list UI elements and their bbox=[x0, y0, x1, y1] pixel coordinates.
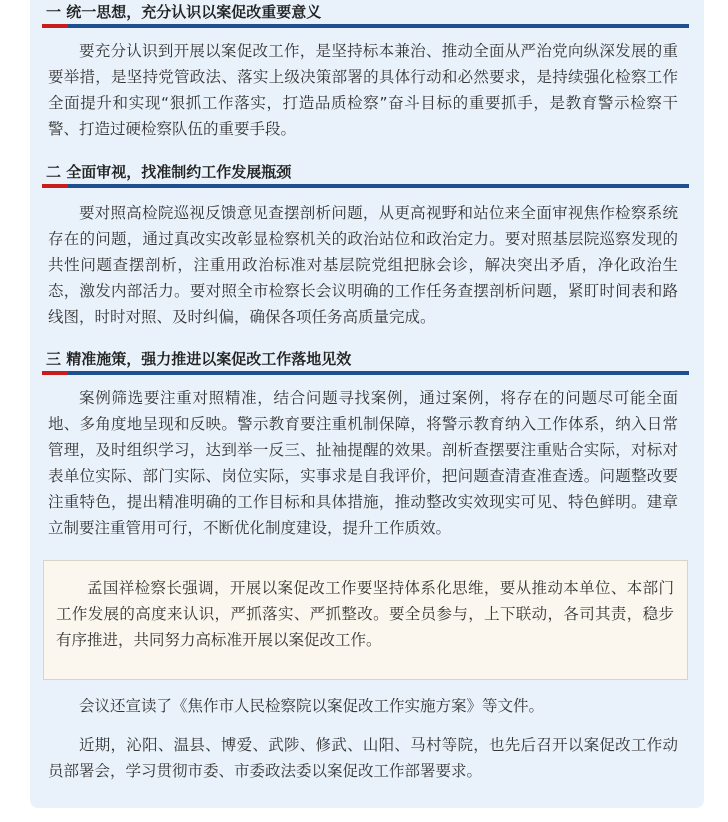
section-header-3 bbox=[42, 349, 689, 375]
quote-text: 孟国祥检察长强调，开展以案促改工作要坚持体系化思维，要从推动本单位、本部门工作发展的高度来认识，严抓落实、严抓整改。要全员参与，上下联动，各司其责，稳步有序推进，共同努力高标准开展以案促改工作。 bbox=[56, 579, 674, 649]
section-rule-1 bbox=[42, 24, 689, 28]
section-title-2: 二 全面审视，找准制约工作发展瓶颈 bbox=[46, 163, 292, 181]
section-header-1 bbox=[42, 2, 689, 28]
section-body-3: 案例筛选要注重对照精准，结合问题寻找案例，通过案例，将存在的问题尽可能全面地、多角度地呈现和反映。警示教育要注重机制保障，将警示教育纳入工作体系，纳入日常管理，及时组织学习，达到举一反三、扯袖提醒的效果。剖析查摆要注重贴合实际，对标对表单位实际、部门实际、岗位实际，实事求是自我评价，把问题查清查准查透。问题整改要注重特色，提出精准明确的工作目标和具体措施，推动整改实效现实可见、特色鲜明。建章立制要注重管用可行，不断优化制度建设，提升工作质效。 bbox=[48, 389, 678, 537]
closing-paragraph-1: 会议还宣读了《焦作市人民检察院以案促改工作实施方案》等文件。 bbox=[79, 697, 545, 715]
section-body-2: 要对照高检院巡视反馈意见查摆剖析问题，从更高视野和站位来全面审视焦作检察系统存在的问题，通过真改实改彰显检察机关的政治站位和政治定力。要对照基层院巡察发现的共性问题查摆剖析，注重用政治标准对基层院党组把脉会诊，解决突出矛盾，净化政治生态，激发内部活力。要对照全市检察长会议明确的工作任务查摆剖析问题，紧盯时间表和路线图，时时对照、及时纠偏，确保各项任务高质量完成。 bbox=[48, 204, 678, 326]
section-rule-3 bbox=[42, 371, 689, 375]
section-title-3: 三 精准施策，强力推进以案促改工作落地见效 bbox=[46, 350, 352, 368]
quote-box bbox=[43, 560, 688, 680]
section-header-2 bbox=[42, 162, 689, 188]
closing-paragraph-2: 近期，沁阳、温县、博爱、武陟、修武、山阳、马村等院，也先后召开以案促改工作动员部署会，学习贯彻市委、市委政法委以案促改工作部署要求。 bbox=[48, 736, 678, 780]
section-body-1: 要充分认识到开展以案促改工作，是坚持标本兼治、推动全面从严治党向纵深发展的重要举措，是坚持党管政法、落实上级决策部署的具体行动和必然要求，是持续强化检察工作全面提升和实现“狠抓工作落实，打造品质检察”奋斗目标的重要抓手，是教育警示检察干警、打造过硬检察队伍的重要手段。 bbox=[48, 42, 678, 138]
section-title-1: 一 统一思想，充分认识以案促改重要意义 bbox=[46, 3, 322, 21]
section-rule-2 bbox=[42, 184, 689, 188]
